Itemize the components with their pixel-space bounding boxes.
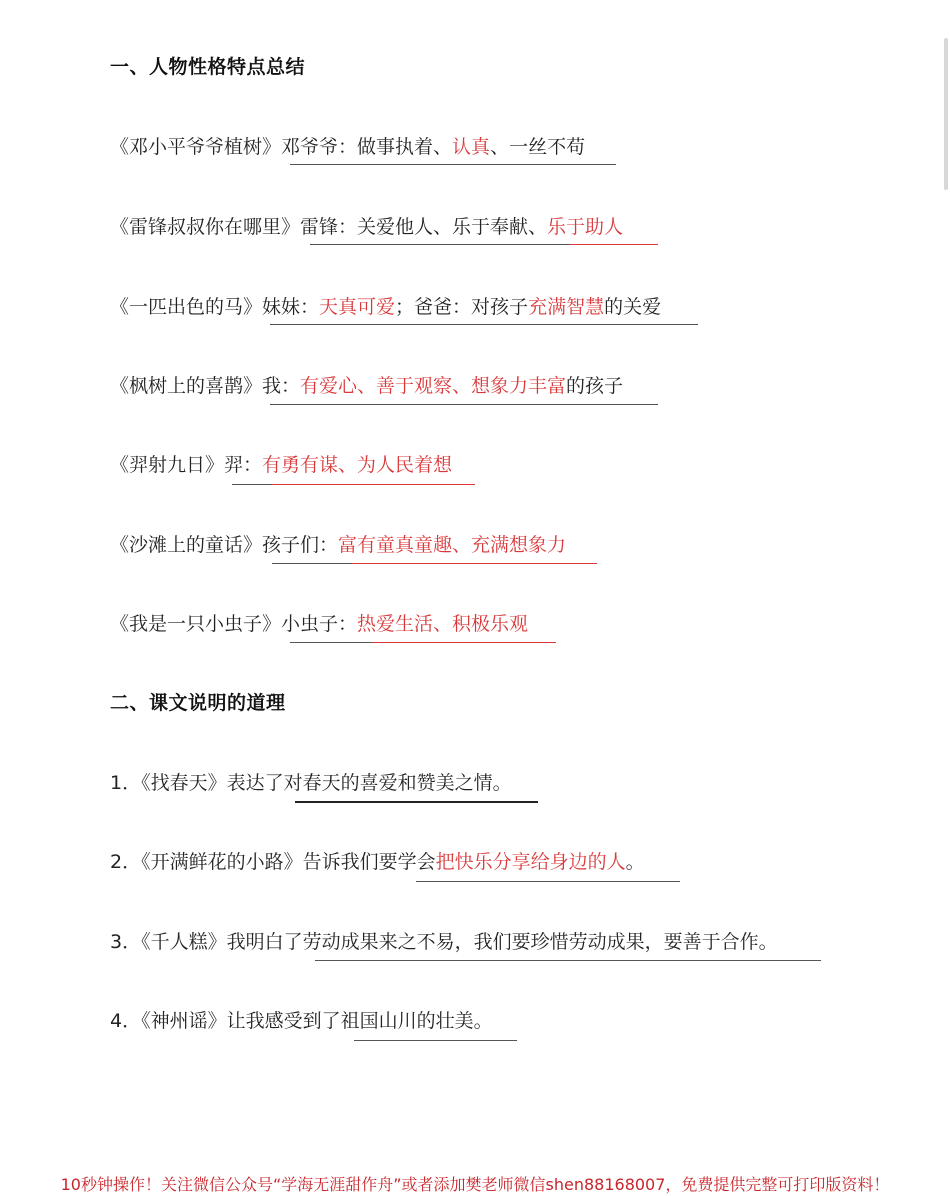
book-title: 《羿射九日》 — [110, 454, 225, 476]
lead-text: 我明白了 — [226, 931, 303, 953]
trait-item — [110, 450, 452, 477]
answer-underline-highlight — [570, 244, 658, 245]
answer-plain: 祖国山川的壮美。 — [340, 1010, 493, 1032]
subject: 雷锋： — [300, 216, 358, 238]
trait-item — [110, 609, 528, 636]
footer-promo: 10秒钟操作！关注微信公众号“学海无涯甜作舟”或者添加樊老师微信shen88168007，免费提供完整可打印版资料！ — [60, 1175, 890, 1194]
answer-underline-highlight — [352, 563, 597, 564]
answer-highlight: 有勇有谋、为人民着想 — [262, 454, 453, 476]
answer-plain: 劳动成果来之不易，我们要珍惜劳动成果，要善于合作。 — [302, 931, 778, 953]
answer-highlight: 乐于助人 — [547, 216, 624, 238]
lesson-item — [110, 1006, 493, 1033]
answer-plain: 、一丝不苟 — [490, 136, 586, 158]
answer-highlight: 充满智慧 — [528, 296, 605, 318]
item-number: 3． — [110, 931, 142, 953]
answer-plain: 做事执着、 — [357, 136, 453, 158]
answer-highlight: 热爱生活、积极乐观 — [357, 613, 529, 635]
subject: 邓爷爷： — [281, 136, 358, 158]
answer-underline — [354, 1040, 517, 1041]
answer-plain: 。 — [625, 851, 645, 873]
section2-title: 二、课文说明的道理 — [110, 692, 286, 714]
answer-plain: 的关爱 — [604, 296, 662, 318]
answer-underline — [290, 642, 372, 643]
trait-item — [110, 371, 623, 398]
subject: 小虫子： — [281, 613, 358, 635]
book-title: 《千人糕》 — [141, 931, 227, 953]
answer-underline-highlight — [372, 642, 556, 643]
answer-underline — [272, 563, 352, 564]
item-number: 1． — [110, 772, 142, 794]
lesson-item — [110, 927, 778, 954]
book-title: 《雷锋叔叔你在哪里》 — [110, 216, 301, 238]
answer-plain: 关爱他人、乐于奉献、 — [357, 216, 548, 238]
answer-plain: ；爸爸：对孩子 — [395, 296, 529, 318]
answer-plain: 对春天的喜爱和赞美之情。 — [283, 772, 512, 794]
subject: 羿： — [224, 454, 263, 476]
answer-underline — [416, 881, 680, 882]
subject: 妹妹： — [262, 296, 320, 318]
section1-title: 一、人物性格特点总结 — [110, 56, 306, 78]
subject: 我： — [262, 375, 301, 397]
item-number: 2． — [110, 851, 142, 873]
book-title: 《我是一只小虫子》 — [110, 613, 282, 635]
book-title: 《开满鲜花的小路》 — [141, 851, 303, 873]
answer-underline-highlight — [272, 484, 475, 485]
book-title: 《神州谣》 — [141, 1010, 227, 1032]
scrollbar[interactable] — [944, 38, 948, 190]
answer-highlight: 天真可爱 — [319, 296, 396, 318]
lead-text: 表达了 — [226, 772, 284, 794]
item-number: 4． — [110, 1010, 142, 1032]
lesson-item — [110, 847, 645, 874]
lead-text: 让我感受到了 — [226, 1010, 341, 1032]
book-title: 《枫树上的喜鹊》 — [110, 375, 263, 397]
answer-underline — [270, 404, 658, 405]
lead-text: 告诉我们要学会 — [302, 851, 436, 873]
lesson-item — [110, 768, 512, 795]
answer-underline — [295, 801, 538, 803]
answer-highlight: 把快乐分享给身边的人 — [435, 851, 626, 873]
answer-underline — [290, 164, 616, 165]
answer-highlight: 富有童真童趣、充满想象力 — [338, 534, 567, 556]
answer-highlight: 有爱心、善于观察、想象力丰富 — [300, 375, 567, 397]
book-title: 《找春天》 — [141, 772, 227, 794]
book-title: 《一匹出色的马》 — [110, 296, 263, 318]
trait-item — [110, 530, 566, 557]
answer-underline — [310, 244, 570, 245]
book-title: 《邓小平爷爷植树》 — [110, 136, 282, 158]
trait-item — [110, 132, 585, 159]
answer-underline — [270, 324, 698, 325]
trait-item — [110, 292, 661, 319]
trait-item — [110, 212, 623, 239]
answer-highlight: 认真 — [452, 136, 491, 158]
subject: 孩子们： — [262, 534, 339, 556]
book-title: 《沙滩上的童话》 — [110, 534, 263, 556]
answer-underline — [232, 484, 272, 485]
answer-underline — [315, 960, 821, 961]
answer-plain: 的孩子 — [566, 375, 624, 397]
